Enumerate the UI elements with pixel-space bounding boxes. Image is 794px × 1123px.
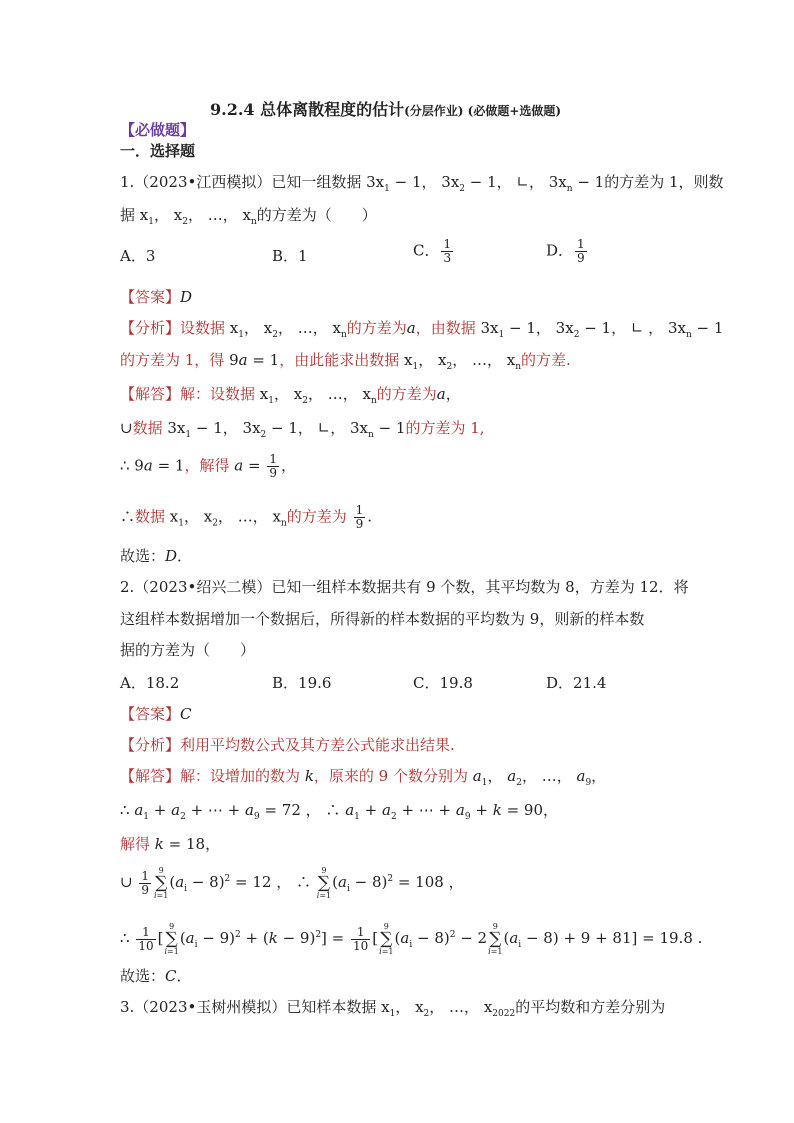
q1-analysis-line1: 【分析】设数据 $x_1$， $x_2$， …， $x_n$的方差为a，由数据 $3x_1 - 1$， $3x_2 - 1$， ∟ ， $3x_n - 1$ [120,319,724,340]
q2-answer: 【答案】C [120,705,192,723]
q1-solution-line4: ∴数据 $x_1$， $x_2$， …， $x_n$的方差为 $\frac{1}{9}$ . [120,503,372,531]
q1-solution-line3: ∴ 9a = 1，解得 a = $\frac{1}{9}$ ， [120,452,296,480]
q2-option-d: D．21.4 [546,674,607,692]
q1-solution-line1: 【解答】解：设数据 $x_1$， $x_2$， …， $x_n$的方差为a， [120,385,461,406]
q2-option-b: B．19.6 [272,674,332,692]
q1-option-b: B．1 [272,247,308,265]
q2-analysis: 【分析】利用平均数公式及其方差公式能求出结果. [120,736,455,754]
page-title: 9.2.4 总体离散程度的估计(分层作业) (必做题+选做题) [210,100,562,119]
q1-option-c: C． $\frac{1}{3}$ [413,237,452,265]
q1-stem-line2: 据 $x_1$， $x_2$， …， $x_n$的方差为（ ） [120,206,377,227]
q1-solution-line2: ∪数据 $3x_1 - 1$， $3x_2 - 1$， ∟， $3x_n - 1$的方差为 1, [120,419,485,440]
q2-stem-line1: 2.（2023•绍兴二模）已知一组样本数据共有 9 个数，其平均数为 8，方差为 12．将 [120,578,689,596]
q1-answer: 【答案】D [120,288,193,306]
q2-option-c: C．19.8 [413,674,473,692]
q1-option-d: D． $\frac{1}{9}$ [546,237,585,265]
q2-choose: 故选：C． [120,967,192,985]
q2-solution-line3: 解得 k = 18， [120,835,221,853]
q2-solution-line5: ∴ $\frac{1}{10}$ [9 ∑ $i=1(a_i - 9)^2 + (k - 9)^2$] = $\frac{1}{10}$ [9 ∑ $i=1(a_i - 8)^2 - 29$ ∑ $i=1(a_i - 8) + 9 + 81] = 19.8$ . [120,922,703,956]
section-tag: 【必做题】 [120,121,196,139]
q3-stem-line1: 3.（2023•玉树州模拟）已知样本数据 $x_1$， $x_2$， …， $x_{2022}$的平均数和方差分别为 [120,998,666,1019]
q2-solution-line4: ∪ $\frac{1}{9}$ 9 ∑ $i=1(a_i - 8)^2 = 12$ ， ∴ 9 ∑ $i=1(a_i - 8)^2 = 108$ ， [120,866,464,900]
q2-solution-line2: ∴ $a_1 + a_2$ + ⋯ + $a_9 = 72$ ， ∴ $a_1 + a_2$ + ⋯ + $a_9 + k = 90$， [120,801,558,822]
q1-option-a: A．3 [120,247,156,265]
q1-stem-line1: 1.（2023•江西模拟）已知一组数据 $3x_1 - 1$， $3x_2 - 1$， ∟， $3x_n - 1$的方差为 1，则数 [120,173,724,194]
q2-stem-line2: 这组样本数据增加一个数据后，所得新的样本数据的平均数为 9，则新的样本数 [120,610,645,628]
q1-analysis-line2: 的方差为 1，得 9a = 1，由此能求出数据 $x_1$， $x_2$， …， $x_n$的方差. [120,351,571,372]
q1-choose: 故选：D． [120,547,193,565]
q2-stem-line3: 据的方差为（ ） [120,641,256,659]
q2-option-a: A．18.2 [120,674,180,692]
q2-solution-line1: 【解答】解：设增加的数为 k，原来的 9 个数分别为 $a_1$， $a_2$， …， $a_9$， [120,767,607,788]
section-heading: 一．选择题 [120,142,196,160]
